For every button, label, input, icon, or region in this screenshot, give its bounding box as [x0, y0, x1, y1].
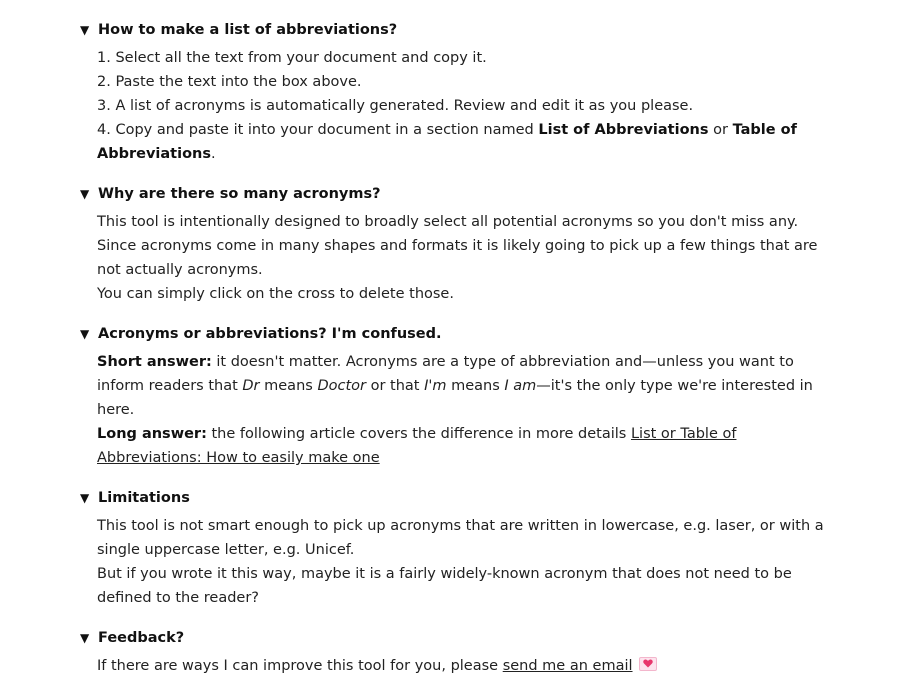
faq-title: Feedback?	[98, 630, 185, 646]
step-4-or: or	[708, 122, 733, 138]
faq-item-confused	[80, 322, 840, 470]
step-4	[97, 118, 840, 166]
short-answer-em: I'm	[424, 378, 447, 394]
short-answer-text: or that	[365, 378, 425, 394]
faq-title: Acronyms or abbreviations? I'm confused.	[98, 326, 442, 342]
faq-item-limitations	[80, 486, 840, 610]
faq-item-feedback	[80, 626, 840, 678]
disclosure-arrow-icon: ▼	[80, 491, 90, 505]
short-answer-em: I am	[504, 378, 537, 394]
short-answer-label: Short answer:	[97, 354, 212, 370]
short-answer-em: Dr	[242, 378, 260, 394]
step-4-end: .	[211, 146, 216, 162]
step-1: 1. Select all the text from your document and copy it.	[97, 50, 487, 66]
faq-body-confused	[97, 350, 840, 470]
faq-list	[80, 18, 840, 694]
faq-item-so-many	[80, 182, 840, 306]
faq-body-so-many	[97, 210, 840, 306]
feedback-prefix: If there are ways I can improve this tool for you, please	[97, 658, 503, 674]
love-letter-icon	[639, 657, 657, 671]
short-answer-text: means	[446, 378, 505, 394]
feedback-text	[97, 654, 840, 678]
faq-summary-limitations[interactable]	[80, 486, 840, 510]
short-answer-text: —it's the only type we're interested in here.	[97, 378, 813, 418]
disclosure-arrow-icon: ▼	[80, 23, 90, 37]
faq-summary-confused[interactable]	[80, 322, 840, 346]
paragraph: But if you wrote it this way, maybe it is a fairly widely-known acronym that does not need to be defined to the reader?	[97, 566, 792, 606]
faq-summary-feedback[interactable]	[80, 626, 840, 650]
long-answer-label: Long answer:	[97, 426, 207, 442]
paragraph: This tool is not smart enough to pick up acronyms that are written in lowercase, e.g. laser, or with a single uppercase letter, e.g. Unicef.	[97, 518, 824, 558]
list-of-abbreviations-label: List of Abbreviations	[538, 122, 709, 138]
disclosure-arrow-icon: ▼	[80, 187, 90, 201]
short-answer	[97, 350, 840, 422]
faq-summary-so-many[interactable]	[80, 182, 840, 206]
short-answer-text: means	[259, 378, 318, 394]
faq-title: How to make a list of abbreviations?	[98, 22, 398, 38]
disclosure-arrow-icon: ▼	[80, 327, 90, 341]
paragraph: You can simply click on the cross to delete those.	[97, 286, 454, 302]
faq-title: Limitations	[98, 490, 190, 506]
step-3: 3. A list of acronyms is automatically generated. Review and edit it as you please.	[97, 98, 694, 114]
paragraph: This tool is intentionally designed to broadly select all potential acronyms so you don't miss any. Since acronyms come in many shapes and formats it is likely going to pick up a few things that are not actually acronyms.	[97, 214, 818, 278]
article-link[interactable]: List or Table of Abbreviations: How to easily make one	[97, 426, 737, 466]
short-answer-text: it doesn't matter. Acronyms are a type of abbreviation and—unless you want to inform readers that	[97, 354, 794, 394]
faq-item-make-list	[80, 18, 840, 166]
table-of-abbreviations-label: Table of Abbreviations	[97, 122, 797, 162]
faq-title: Why are there so many acronyms?	[98, 186, 381, 202]
faq-summary-make-list[interactable]	[80, 18, 840, 42]
faq-body-make-list	[97, 46, 840, 166]
faq-body-feedback	[97, 654, 840, 678]
disclosure-arrow-icon: ▼	[80, 631, 90, 645]
step-2: 2. Paste the text into the box above.	[97, 74, 362, 90]
faq-body-limitations	[97, 514, 840, 610]
short-answer-em: Doctor	[317, 378, 366, 394]
long-answer-text: the following article covers the difference in more details	[206, 426, 631, 442]
email-link[interactable]: send me an email	[502, 658, 633, 674]
long-answer	[97, 422, 840, 470]
step-4-prefix: 4. Copy and paste it into your document in a section named	[97, 122, 539, 138]
